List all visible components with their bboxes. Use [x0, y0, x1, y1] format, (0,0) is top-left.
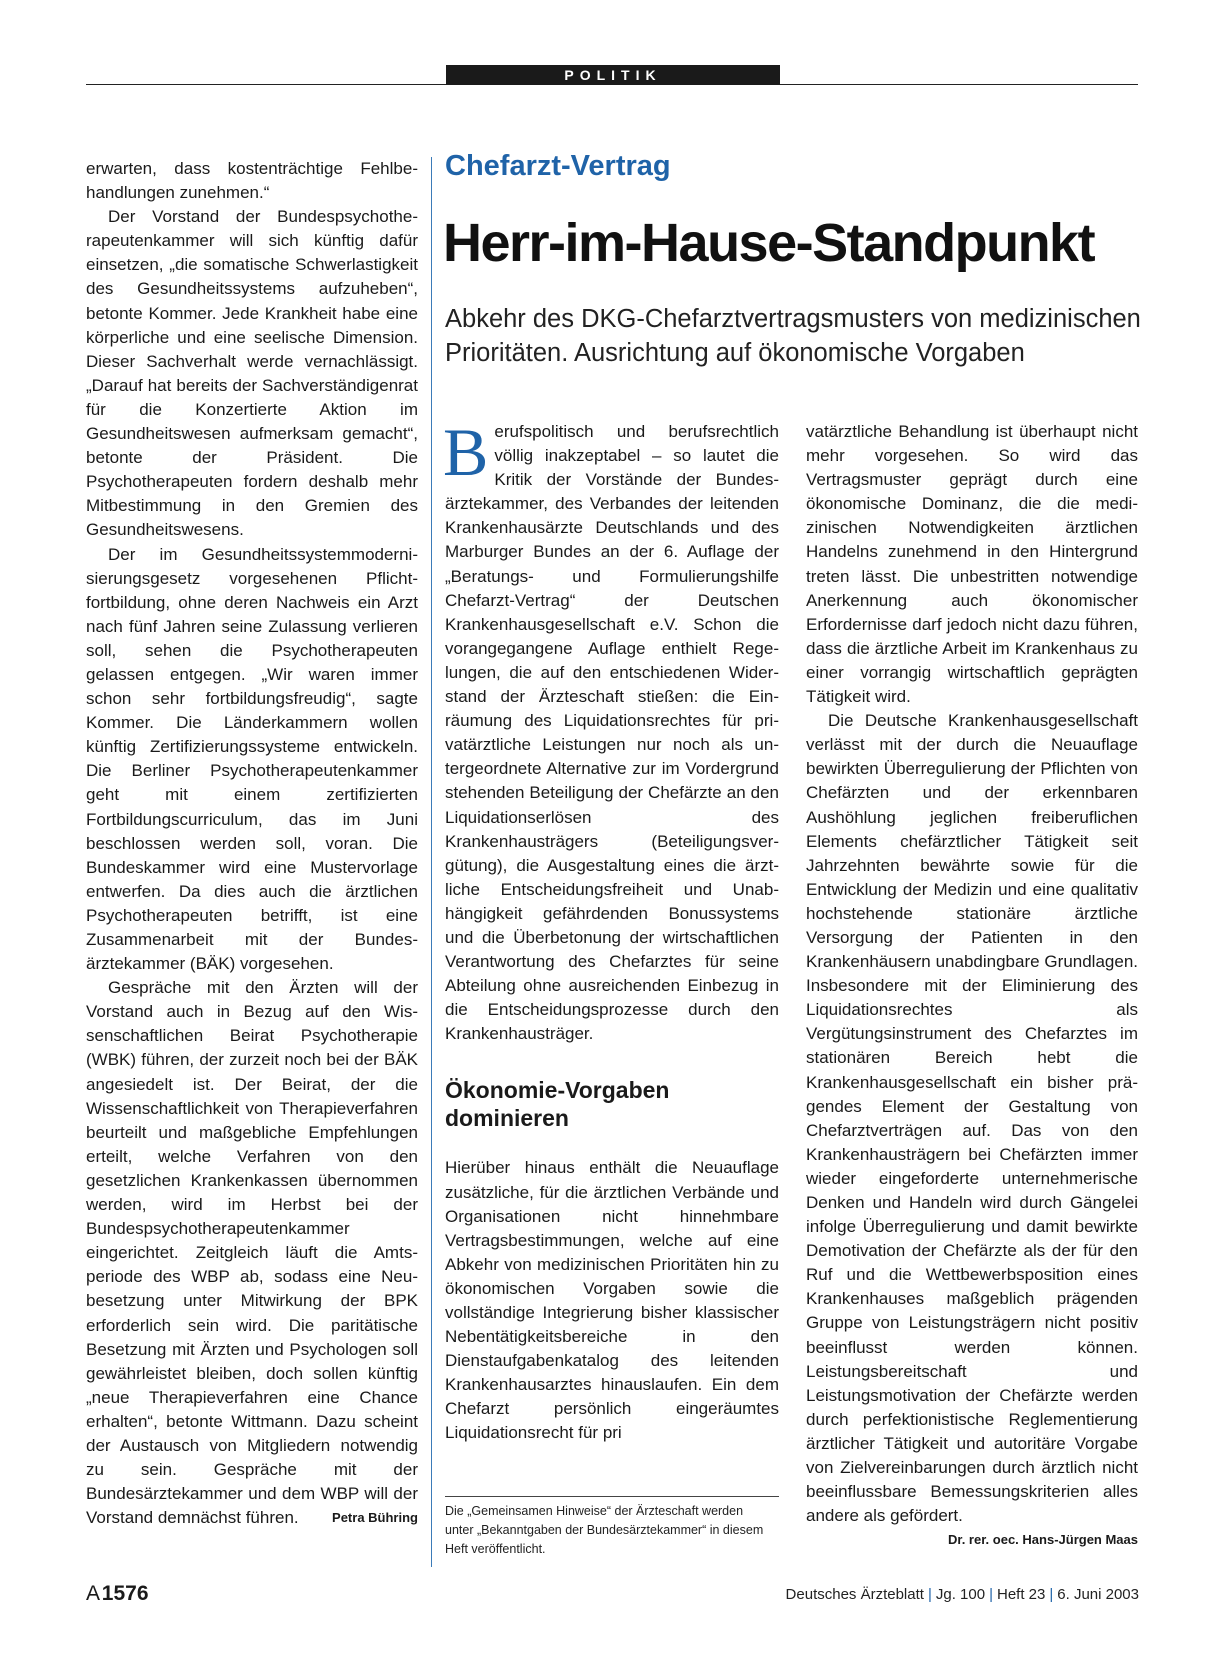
paragraph: Hierüber hinaus enthält die Neuauflage zusätzliche, für die ärztlichen Verbände und Organisationen nicht hinnehmbare Vertragsbestimmungen, welche auf eine Abkehr von medizinischen Prioritäten hin zu ökonomischen Vorgaben sowie die vollständige Integrierung bisher klassischer Nebentätigkeitsbereiche in den Dienstaufgabenkatalog des leitenden Krankenhausarztes hinauslaufen. Ein dem Chefarzt persönlich eingeräumtes Liquidationsrecht für pri — [445, 1158, 779, 1443]
section-label: POLITIK — [446, 65, 780, 85]
page-folio — [86, 1582, 149, 1606]
article-column-right — [806, 420, 1138, 1552]
subsection-heading: Ökonomie-Vorgaben dominieren — [445, 1077, 670, 1132]
page-number: 1576 — [101, 1582, 149, 1605]
author-byline: Petra Bühring — [332, 1510, 418, 1526]
paragraph-text: Die Deutsche Krankenhausgesellschaft verlässt mit der durch die Neuauflage bewirkten Überregulierung der Pflichten von Chefärzten und der erkennbaren Aushöhlung jeglichen freiberuflichen Elements chefärztlicher Tätigkeit seit Jahrzehnten bewährte sowie für die Entwicklung der Medizin und eine qualitativ hochstehende stationäre ärztliche Versorgung der Patienten in den Krankenhäusern unabdingbare Grundlagen. Insbesondere mit der Eliminierung des Liquidationsrechtes als Vergütungsinstrument des Chefarztes im stationären Bereich hebt die Krankenhausgesellschaft ein bisher prägendes Element der Gestaltung von Chefarztverträgen auf. Das von den Krankenhausträgern bei Chefärzten immer wieder eingeforderte unternehmerische Denken und Handeln wird durch Gängelei infolge Überregulierung und damit bewirkte Demotivation der Chefärzte als der für den Ruf und die Wettbewerbsposition eines Krankenhauses maßgeblich prägenden Gruppe von Leistungsträgern nicht positiv beeinflusst werden können. Leistungsbereitschaft und Leistungsmotivation der Chefärzte werden durch perfektionistische Reglementierung ärztlicher Tätigkeit und autoritäre Vorgabe von Zielvereinbarungen durch ärztlich nicht beeinflussbare Bemessungskriterien alles andere als gefördert. — [806, 711, 1138, 1526]
column-divider — [431, 157, 432, 1567]
article-subhead: Abkehr des DKG-Chefarztvertragsmusters von medizinischen Prioritäten. Ausrichtung auf ökonomische Vorgaben — [445, 305, 1141, 367]
paragraph: Der im Gesundheitssystemmodernisierungsgesetz vorgesehenen Pflichtfortbildung, ohne deren Nachweis ein Arzt nach fünf Jahren seine Zulassung verlieren soll, sehen die Psychotherapeuten gelassen entgegen. „Wir waren immer schon sehr fortbildungsfreudig“, sagte Kommer. Die Länderkammern wollen künftig Zertifizierungssysteme entwickeln. Die Berliner Psychotherapeutenkammer geht mit einem zertifizierten Fortbildungscurriculum, das im Juni beschlossen werden soll, voran. Die Bundeskammer wird eine Mustervorlage entwerfen. Da dies auch die ärztlichen Psychotherapeuten betrifft, ist eine Zusammenarbeit mit der Bundesärztekammer (BÄK) vorgesehen. — [86, 544, 418, 974]
paragraph-text: erufspolitisch und berufsrechtlich völlig inakzeptabel – so lautet die Kritik der Vorstände der Bundesärztekammer, des Verbandes der leitenden Krankenhausärzte Deutschlands und des Marburger Bundes an der 6. Auflage der „Beratungs- und Formulierungshilfe Chefarzt-Vertrag“ der Deutschen Krankenhausgesellschaft e.V. Schon die vorangegangene Auflage enthielt Regelungen, die auf den entschiedenen Widerstand der Ärzteschaft stießen: die Einräumung des Liquidationsrechtes für privatärztliche Leistungen nur noch als untergeordnete Alternative zur im Vordergrund stehenden Beteiligung der Chefärzte an den Liquidationserlösen des Krankenhausträgers (Beteiligungsvergütung), die Ausgestaltung eines die ärztliche Entscheidungsfreiheit und Unabhängigkeit gefährdenden Bonussystems und die Überbetonung der wirtschaftlichen Verantwortung des Chefarztes für seine Abteilung ohne ausreichenden Einbezug in die Entscheidungsprozesse durch den Krankenhausträger. — [445, 422, 779, 1044]
previous-article-column — [86, 157, 418, 1530]
journal-date: 6. Juni 2003 — [1057, 1586, 1139, 1603]
article-kicker: Chefarzt-Vertrag — [445, 150, 671, 182]
paragraph — [86, 976, 418, 1530]
journal-name: Deutsches Ärzteblatt — [785, 1586, 924, 1603]
article-column-left — [443, 414, 779, 1446]
journal-volume: Jg. 100 — [935, 1586, 986, 1603]
author-byline: Dr. rer. oec. Hans-Jürgen Maas — [947, 1532, 1138, 1548]
paragraph — [443, 414, 779, 1046]
footnote-rule — [445, 1496, 779, 1497]
paragraph: erwarten, dass kostenträchtige Fehlbehandlungen zunehmen.“ — [86, 159, 418, 203]
article-headline: Herr-im-Hause-Standpunkt — [443, 213, 1095, 273]
page-prefix: A — [86, 1582, 101, 1605]
paragraph-text: Gespräche mit den Ärzten will der Vorstand auch in Bezug auf den Wissenschaftlichen Beirat Psychotherapie (WBK) führen, der zurzeit noch bei der BÄK angesiedelt ist. Der Beirat, der die Wissenschaftlichkeit von Therapieverfahren beurteilt und maßgebliche Empfehlungen erteilt, welche Verfahren von den gesetzlichen Krankenkassen übernommen werden, wird im Herbst bei der Bundespsychotherapeutenkammer eingerichtet. Zeitgleich läuft die Amtsperiode des WBP ab, sodass eine Neubesetzung unter Mitwirkung der BPK erforderlich sein wird. Die paritätische Besetzung mit Ärzten und Psychologen soll gewährleistet bleiben, doch sollen künftig „neue Therapieverfahren eine Chance erhalten“, betonte Wittmann. Dazu scheint der Austausch von Mitgliedern notwendig zu sein. Gespräche mit der Bundesärztekammer und dem WBP will der Vorstand demnächst führen. — [86, 978, 418, 1528]
paragraph: Der Vorstand der Bundespsychotherapeutenkammer will sich künftig dafür einsetzen, „die somatische Schwerlastigkeit des Gesundheitssystems aufzuheben“, betonte Kommer. Jede Krankheit habe eine körperliche und eine seelische Dimension. Dieser Sachverhalt werde vernachlässigt. „Darauf hat bereits der Sachverständigenrat für die Konzertierte Aktion im Gesundheitswesen aufmerksam gemacht“, betonte der Präsident. Die Psychotherapeuten fordern deshalb mehr Mitbestimmung in den Gremien des Gesundheitswesens. — [86, 207, 418, 540]
paragraph: vatärztliche Behandlung ist überhaupt nicht mehr vorgesehen. So wird das Vertragsmuster geprägt durch eine ökonomische Dominanz, die die medizinischen Notwendigkeiten ärztlichen Handelns zunehmend in den Hintergrund treten lässt. Die unbestritten notwendige Anerkennung auch ökonomischer Erfordernisse darf jedoch nicht dazu führen, dass die ärztliche Arbeit im Krankenhaus zu einer vorrangig wirtschaftlich geprägten Tätigkeit wird. — [806, 422, 1138, 707]
footnote: Die „Gemeinsamen Hinweise“ der Ärzteschaft werden unter „Bekanntgaben der Bundesärztekammer“ in diesem Heft veröffentlicht. — [445, 1504, 764, 1556]
paragraph — [806, 709, 1138, 1548]
dropcap: B — [443, 414, 489, 490]
journal-footer: Deutsches Ärzteblatt | Jg. 100 | Heft 23 | 6. Juni 2003 — [785, 1586, 1139, 1603]
journal-issue: Heft 23 — [996, 1586, 1046, 1603]
